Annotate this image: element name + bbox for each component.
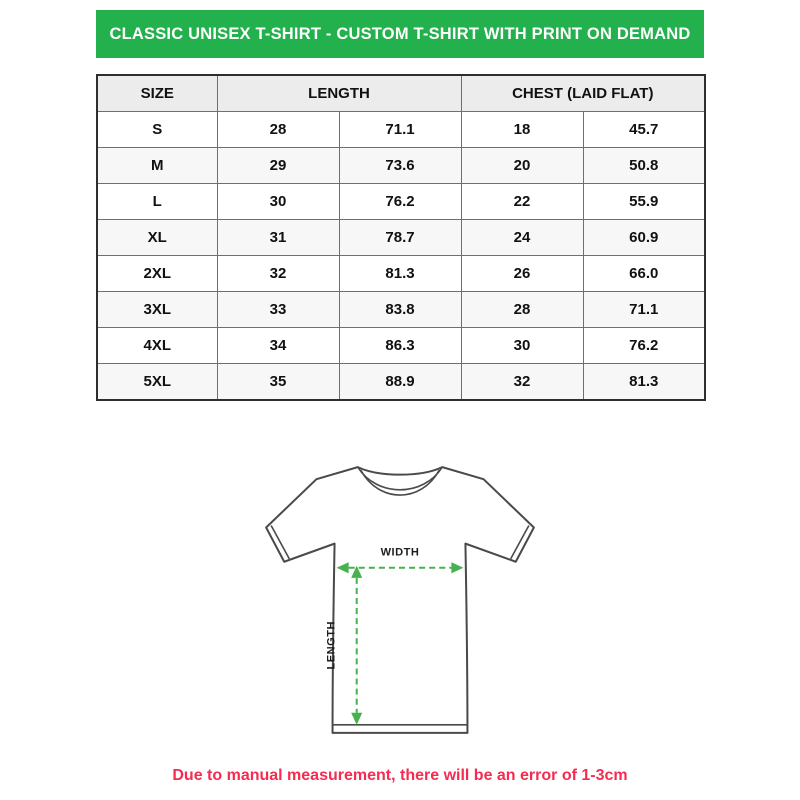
chest-cell-2: 66.0 bbox=[583, 256, 705, 292]
chest-cell-1: 30 bbox=[461, 328, 583, 364]
measurement-disclaimer: Due to manual measurement, there will be an error of 1-3cm bbox=[172, 767, 628, 784]
table-row bbox=[97, 148, 705, 184]
chest-cell-2: 45.7 bbox=[583, 112, 705, 148]
chest-cell-2: 50.8 bbox=[583, 148, 705, 184]
length-cell-2: 71.1 bbox=[339, 112, 461, 148]
chest-cell-1: 20 bbox=[461, 148, 583, 184]
chest-cell-2: 81.3 bbox=[583, 364, 705, 401]
length-cell-1: 28 bbox=[217, 112, 339, 148]
chest-cell-2: 71.1 bbox=[583, 292, 705, 328]
length-cell-2: 88.9 bbox=[339, 364, 461, 401]
length-label: LENGTH bbox=[325, 621, 338, 670]
length-cell-1: 35 bbox=[217, 364, 339, 401]
table-row bbox=[97, 292, 705, 328]
table-row bbox=[97, 220, 705, 256]
size-cell: 5XL bbox=[97, 364, 217, 401]
table-row bbox=[97, 328, 705, 364]
chest-cell-2: 60.9 bbox=[583, 220, 705, 256]
size-chart-table-wrap bbox=[96, 74, 704, 401]
size-cell: 2XL bbox=[97, 256, 217, 292]
chest-cell-2: 76.2 bbox=[583, 328, 705, 364]
header-size: SIZE bbox=[97, 75, 217, 112]
table-row bbox=[97, 364, 705, 401]
size-cell: M bbox=[97, 148, 217, 184]
length-cell-1: 32 bbox=[217, 256, 339, 292]
length-cell-1: 31 bbox=[217, 220, 339, 256]
chest-cell-1: 32 bbox=[461, 364, 583, 401]
length-cell-1: 34 bbox=[217, 328, 339, 364]
table-header-row bbox=[97, 75, 705, 112]
size-cell: XL bbox=[97, 220, 217, 256]
length-cell-1: 29 bbox=[217, 148, 339, 184]
tshirt-measurement-diagram bbox=[250, 449, 550, 751]
header-length: LENGTH bbox=[217, 75, 461, 112]
chest-cell-2: 55.9 bbox=[583, 184, 705, 220]
size-cell: 3XL bbox=[97, 292, 217, 328]
width-label: WIDTH bbox=[380, 546, 420, 559]
chest-cell-1: 18 bbox=[461, 112, 583, 148]
length-cell-2: 86.3 bbox=[339, 328, 461, 364]
table-row bbox=[97, 112, 705, 148]
length-cell-2: 78.7 bbox=[339, 220, 461, 256]
tshirt-outline-drawing bbox=[266, 467, 534, 733]
length-cell-1: 30 bbox=[217, 184, 339, 220]
table-row bbox=[97, 184, 705, 220]
size-chart-table bbox=[96, 74, 706, 401]
page-title: CLASSIC UNISEX T-SHIRT - CUSTOM T-SHIRT WITH PRINT ON DEMAND bbox=[109, 24, 691, 43]
table-row bbox=[97, 256, 705, 292]
title-banner bbox=[96, 10, 704, 58]
size-cell: S bbox=[97, 112, 217, 148]
length-cell-1: 33 bbox=[217, 292, 339, 328]
size-cell: L bbox=[97, 184, 217, 220]
length-cell-2: 73.6 bbox=[339, 148, 461, 184]
length-cell-2: 83.8 bbox=[339, 292, 461, 328]
length-cell-2: 76.2 bbox=[339, 184, 461, 220]
chest-cell-1: 28 bbox=[461, 292, 583, 328]
chest-cell-1: 24 bbox=[461, 220, 583, 256]
chest-cell-1: 22 bbox=[461, 184, 583, 220]
size-cell: 4XL bbox=[97, 328, 217, 364]
header-chest: CHEST (LAID FLAT) bbox=[461, 75, 705, 112]
length-cell-2: 81.3 bbox=[339, 256, 461, 292]
chest-cell-1: 26 bbox=[461, 256, 583, 292]
